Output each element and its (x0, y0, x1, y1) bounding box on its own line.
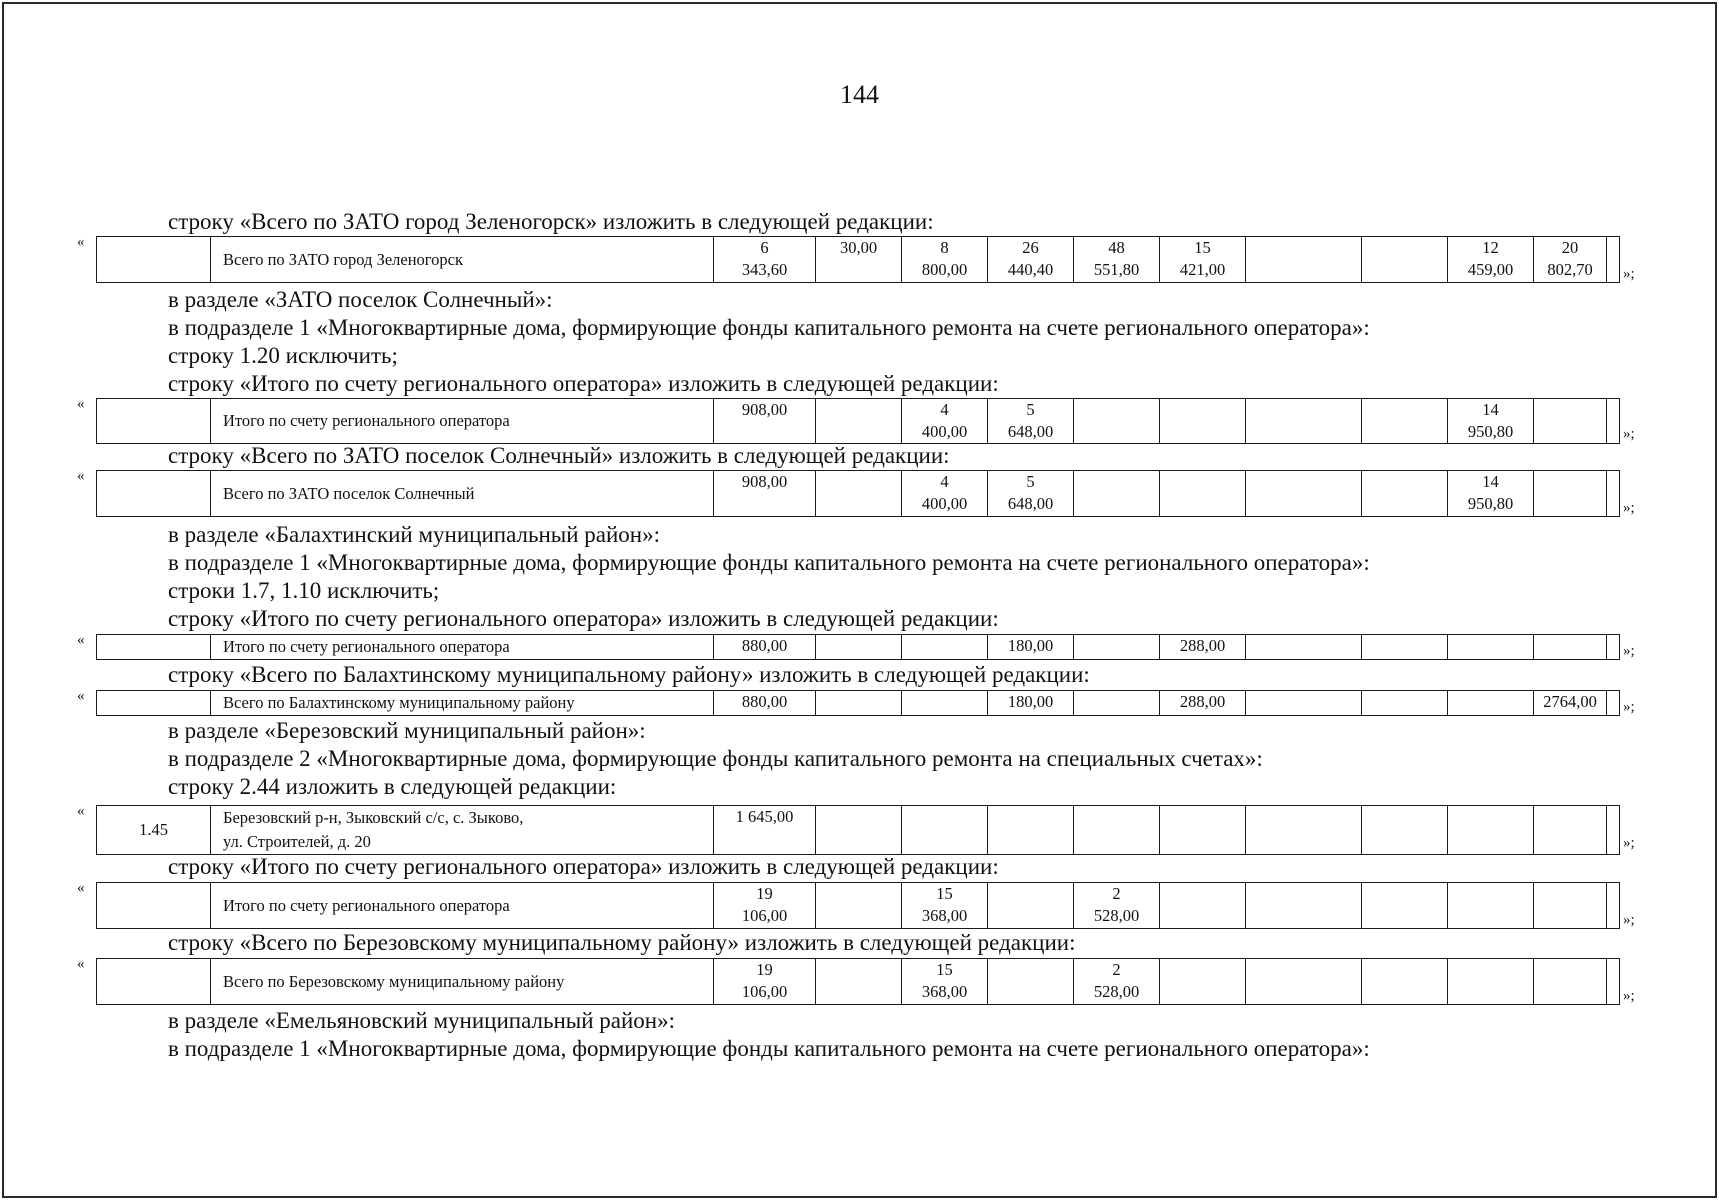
row-name-text: Всего по Балахтинскому муниципальному району (223, 693, 575, 712)
row-name-text: ул. Строителей, д. 20 (223, 832, 371, 851)
cell-value: 368,00 (921, 982, 968, 1001)
amendment-table (96, 690, 1620, 716)
cell-value: 950,80 (1467, 422, 1514, 441)
instruction-line: в разделе «Емельяновский муниципальный район»: (168, 1008, 675, 1033)
closing-quote: »; (1623, 912, 1635, 928)
instruction-line: в разделе «ЗАТО поселок Солнечный»: (168, 287, 553, 312)
value-cell (1534, 691, 1607, 716)
cell-value: 288,00 (1179, 636, 1226, 655)
value-cell (1534, 959, 1607, 1005)
table-row (97, 883, 1620, 929)
value-cell (1246, 806, 1362, 855)
row-name-text: Итого по счету регионального оператора (223, 637, 510, 656)
cell-value: 551,80 (1093, 260, 1140, 279)
cell-value: 2 (1112, 884, 1121, 903)
closing-quote: »; (1623, 988, 1635, 1004)
cell-value: 14 (1482, 400, 1499, 419)
instruction-line: в подразделе 1 «Многоквартирные дома, формирующие фонды капитального ремонта на счете регионального оператора»: (168, 315, 1370, 340)
value-cell (1448, 959, 1534, 1005)
value-cell (1362, 806, 1448, 855)
value-cell (1074, 237, 1160, 283)
cell-value: 648,00 (1007, 422, 1054, 441)
page-number: 144 (840, 80, 879, 109)
value-cell (1362, 959, 1448, 1005)
value-cell (1448, 635, 1534, 660)
row-name-text: Березовский р-н, Зыковский с/с, с. Зыково, (223, 808, 524, 827)
instruction-line: в подразделе 1 «Многоквартирные дома, формирующие фонды капитального ремонта на счете регионального оператора»: (168, 550, 1370, 575)
cell-value: 368,00 (921, 906, 968, 925)
cell-value: 48 (1108, 238, 1125, 257)
value-cell (1362, 691, 1448, 716)
row-name-text: Итого по счету регионального оператора (223, 411, 510, 430)
value-cell (1160, 691, 1246, 716)
cell-value: 19 (756, 884, 773, 903)
value-cell (714, 959, 816, 1005)
closing-quote: »; (1623, 643, 1635, 659)
value-cell (1074, 691, 1160, 716)
value-cell (714, 471, 816, 517)
value-cell (1074, 399, 1160, 444)
value-cell (902, 883, 988, 929)
cell-value: 343,60 (741, 260, 788, 279)
value-cell (1607, 806, 1620, 855)
row-name-cell (211, 399, 714, 444)
table-row (97, 237, 1620, 283)
table-row (97, 635, 1620, 660)
value-cell (988, 691, 1074, 716)
value-cell (1246, 399, 1362, 444)
cell-value: 15 (936, 884, 953, 903)
instruction-line: строку «Всего по ЗАТО город Зеленогорск» изложить в следующей редакции: (168, 209, 934, 234)
amendment-table (96, 236, 1620, 283)
value-cell (1534, 883, 1607, 929)
row-name-cell (211, 471, 714, 517)
cell-value: 180,00 (1007, 636, 1054, 655)
amendment-table (96, 470, 1620, 517)
value-cell (714, 806, 816, 855)
cell-value: 2 (1112, 960, 1121, 979)
instruction-line: в подразделе 2 «Многоквартирные дома, формирующие фонды капитального ремонта на специальных счетах»: (168, 746, 1263, 771)
cell-value: 14 (1482, 472, 1499, 491)
value-cell (1074, 471, 1160, 517)
cell-value: 400,00 (921, 422, 968, 441)
value-cell (988, 471, 1074, 517)
opening-quote: « (77, 234, 85, 250)
table-row (97, 806, 1620, 855)
value-cell (714, 691, 816, 716)
value-cell (988, 399, 1074, 444)
value-cell (816, 237, 902, 283)
row-number-cell (97, 883, 211, 929)
closing-quote: »; (1623, 699, 1635, 715)
cell-value: 19 (756, 960, 773, 979)
closing-quote: »; (1623, 426, 1635, 442)
value-cell (902, 471, 988, 517)
cell-value: 459,00 (1467, 260, 1514, 279)
row-name-cell (211, 883, 714, 929)
opening-quote: « (77, 956, 85, 972)
value-cell (816, 635, 902, 660)
value-cell (902, 691, 988, 716)
cell-value: 106,00 (741, 982, 788, 1001)
cell-value: 528,00 (1093, 982, 1140, 1001)
value-cell (714, 399, 816, 444)
value-cell (1362, 399, 1448, 444)
value-cell (1534, 471, 1607, 517)
row-name-text: Итого по счету регионального оператора (223, 895, 510, 915)
instruction-line: строку «Всего по Балахтинскому муниципальному району» изложить в следующей редакции: (168, 662, 1090, 687)
cell-value: 30,00 (839, 238, 878, 257)
closing-quote: »; (1623, 266, 1635, 282)
row-name-text: Всего по ЗАТО город Зеленогорск (223, 249, 463, 269)
value-cell (816, 806, 902, 855)
table-row (97, 959, 1620, 1005)
row-name-cell (211, 635, 714, 660)
value-cell (1160, 471, 1246, 517)
row-number-cell (97, 237, 211, 283)
value-cell (1160, 883, 1246, 929)
row-name-text: Всего по ЗАТО поселок Солнечный (223, 483, 475, 503)
instruction-line: строку «Итого по счету регионального оператора» изложить в следующей редакции: (168, 606, 999, 631)
instruction-line: строки 1.7, 1.10 исключить; (168, 578, 440, 603)
cell-value: 26 (1022, 238, 1039, 257)
opening-quote: « (77, 396, 85, 412)
instruction-line: строку 1.20 исключить; (168, 343, 398, 368)
cell-value: 106,00 (741, 906, 788, 925)
value-cell (1448, 883, 1534, 929)
value-cell (1246, 635, 1362, 660)
value-cell (1074, 959, 1160, 1005)
cell-value: 20 (1561, 238, 1579, 257)
cell-value: 4 (940, 400, 949, 419)
opening-quote: « (77, 632, 85, 648)
value-cell (1448, 471, 1534, 517)
cell-value: 421,00 (1179, 260, 1226, 279)
instruction-line: строку «Итого по счету регионального оператора» изложить в следующей редакции: (168, 371, 999, 396)
value-cell (1362, 635, 1448, 660)
value-cell (902, 959, 988, 1005)
cell-value: 880,00 (741, 636, 788, 655)
row-name-cell (211, 691, 714, 716)
table-row (97, 471, 1620, 517)
value-cell (816, 399, 902, 444)
cell-value: 950,80 (1467, 494, 1514, 513)
value-cell (902, 806, 988, 855)
cell-value: 6 (760, 238, 769, 257)
cell-value: 2764,00 (1543, 692, 1597, 711)
opening-quote: « (77, 468, 85, 484)
cell-value: 15 (936, 960, 953, 979)
row-number-cell: 1.45 (97, 806, 211, 855)
row-number-cell (97, 691, 211, 716)
cell-value: 5 (1026, 400, 1035, 419)
value-cell (1160, 806, 1246, 855)
amendment-table (96, 958, 1620, 1005)
row-name-cell (211, 237, 714, 283)
value-cell (1160, 237, 1246, 283)
row-name-cell (211, 806, 714, 855)
cell-value: 8 (940, 238, 949, 257)
row-number-cell (97, 399, 211, 444)
amendment-table (96, 805, 1620, 855)
cell-value: 908,00 (741, 400, 788, 419)
value-cell (1362, 883, 1448, 929)
instruction-line: строку «Всего по ЗАТО поселок Солнечный» изложить в следующей редакции: (168, 443, 950, 468)
instruction-line: строку «Итого по счету регионального оператора» изложить в следующей редакции: (168, 854, 999, 879)
value-cell (1607, 635, 1620, 660)
value-cell (714, 883, 816, 929)
cell-value: 288,00 (1179, 692, 1226, 711)
value-cell (988, 806, 1074, 855)
value-cell (714, 635, 816, 660)
closing-quote: »; (1623, 835, 1635, 851)
cell-value: 648,00 (1007, 494, 1054, 513)
value-cell (1534, 635, 1607, 660)
opening-quote: « (77, 880, 85, 896)
value-cell (1160, 399, 1246, 444)
cell-value: 5 (1026, 472, 1035, 491)
value-cell (1074, 635, 1160, 660)
row-name-cell (211, 959, 714, 1005)
cell-value: 4 (940, 472, 949, 491)
cell-value: 12 (1482, 238, 1499, 257)
value-cell (1246, 237, 1362, 283)
value-cell (1074, 883, 1160, 929)
value-cell (902, 399, 988, 444)
value-cell (988, 883, 1074, 929)
amendment-table (96, 634, 1620, 660)
value-cell (1534, 399, 1607, 444)
value-cell (714, 237, 816, 283)
value-cell (816, 471, 902, 517)
cell-value: 802,70 (1547, 260, 1593, 279)
value-cell (1448, 806, 1534, 855)
value-cell (1607, 399, 1620, 444)
row-number-cell (97, 959, 211, 1005)
value-cell (1246, 959, 1362, 1005)
table-row (97, 691, 1620, 716)
cell-value: 15 (1194, 238, 1211, 257)
opening-quote: « (77, 803, 85, 819)
value-cell (1448, 691, 1534, 716)
amendment-table (96, 398, 1620, 444)
cell-value: 180,00 (1007, 692, 1054, 711)
value-cell (1607, 471, 1620, 517)
opening-quote: « (77, 688, 85, 704)
cell-value: 528,00 (1093, 906, 1140, 925)
cell-value: 880,00 (741, 692, 788, 711)
value-cell (816, 691, 902, 716)
value-cell (1160, 959, 1246, 1005)
value-cell (1607, 691, 1620, 716)
value-cell (816, 959, 902, 1005)
value-cell (816, 883, 902, 929)
value-cell (1448, 237, 1534, 283)
value-cell (1607, 883, 1620, 929)
cell-value: 400,00 (921, 494, 968, 513)
instruction-line: строку 2.44 изложить в следующей редакции: (168, 774, 617, 799)
instruction-line: в разделе «Березовский муниципальный район»: (168, 718, 646, 743)
instruction-line: строку «Всего по Березовскому муниципальному району» изложить в следующей редакции: (168, 930, 1076, 955)
instruction-line: в подразделе 1 «Многоквартирные дома, формирующие фонды капитального ремонта на счете регионального оператора»: (168, 1036, 1370, 1061)
value-cell (902, 635, 988, 660)
value-cell (1534, 237, 1607, 283)
value-cell (1362, 237, 1448, 283)
value-cell (988, 237, 1074, 283)
value-cell (1607, 237, 1620, 283)
value-cell (988, 635, 1074, 660)
cell-value: 800,00 (921, 260, 968, 279)
value-cell (1448, 399, 1534, 444)
value-cell (1074, 806, 1160, 855)
instruction-line: в разделе «Балахтинский муниципальный район»: (168, 522, 660, 547)
value-cell (1246, 883, 1362, 929)
value-cell (1607, 959, 1620, 1005)
cell-value: 1 645,00 (735, 807, 794, 826)
value-cell (902, 237, 988, 283)
cell-value: 440,40 (1007, 260, 1054, 279)
row-number-cell (97, 471, 211, 517)
table-row (97, 399, 1620, 444)
value-cell (1160, 635, 1246, 660)
amendment-table (96, 882, 1620, 929)
row-number-cell (97, 635, 211, 660)
row-name-text: Всего по Березовскому муниципальному району (223, 971, 565, 991)
value-cell (1534, 806, 1607, 855)
cell-value: 908,00 (741, 472, 788, 491)
value-cell (1362, 471, 1448, 517)
value-cell (988, 959, 1074, 1005)
value-cell (1246, 691, 1362, 716)
value-cell (1246, 471, 1362, 517)
closing-quote: »; (1623, 500, 1635, 516)
